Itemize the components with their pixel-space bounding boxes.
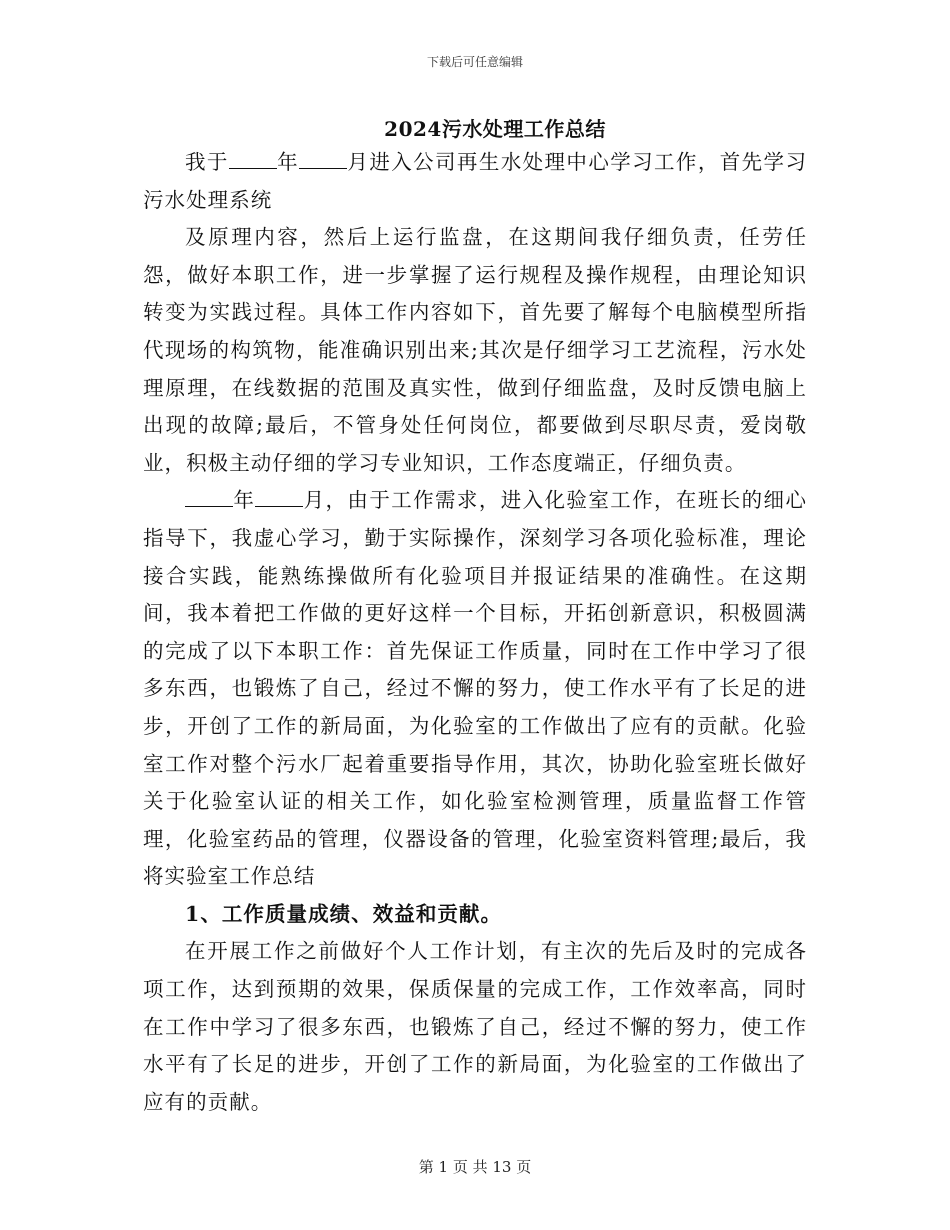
paragraph-1 bbox=[143, 144, 807, 219]
paragraph-2: 及原理内容，然后上运行监盘，在这期间我仔细负责，任劳任怨，做好本职工作，进一步掌握了运行规程及操作规程，由理论知识转变为实践过程。具体工作内容如下，首先要了解每个电脑模型所指代现场的构筑物，能准确识别出来;其次是仔细学习工艺流程，污水处理原理，在线数据的范围及真实性，做到仔细监盘，及时反馈电脑上出现的故障;最后，不管身处任何岗位，都要做到尽职尽责，爱岗敬业，积极主动仔细的学习专业知识，工作态度端正，仔细负责。 bbox=[143, 225, 807, 475]
blank-underline bbox=[185, 488, 233, 507]
p1-text-a: 我于 bbox=[185, 150, 229, 174]
document-body bbox=[143, 144, 807, 1121]
paragraph-4: 在开展工作之前做好个人工作计划，有主次的先后及时的完成各项工作，达到预期的效果，保质保量的完成工作，工作效率高，同时在工作中学习了很多东西，也锻炼了自己，经过不懈的努力，使工作水平有了长足的进步，开创了工作的新局面，为化验室的工作做出了应有的贡献。 bbox=[143, 939, 807, 1114]
p3-text-b: 月，由于工作需求，进入化验室工作，在班长的细心指导下，我虚心学习，勤于实际操作，深刻学习各项化验标准，理论接合实践，能熟练操做所有化验项目并报证结果的准确性。在这期间，我本着把工作做的更好这样一个目标，开拓创新意识，积极圆满的完成了以下本职工作：首先保证工作质量，同时在工作中学习了很多东西，也锻炼了自己，经过不懈的努力，使工作水平有了长足的进步，开创了工作的新局面，为化验室的工作做出了应有的贡献。化验室工作对整个污水厂起着重要指导作用，其次，协助化验室班长做好关于化验室认证的相关工作，如化验室检测管理，质量监督工作管理，化验室药品的管理，仪器设备的管理，化验室资料管理;最后，我将实验室工作总结 bbox=[143, 488, 807, 889]
download-note: 下载后可任意编辑 bbox=[426, 55, 523, 69]
blank-underline bbox=[255, 488, 303, 507]
blank-underline bbox=[229, 150, 277, 169]
document-title: 2024污水处理工作总结 bbox=[384, 117, 606, 141]
p1-text-b: 年 bbox=[276, 150, 300, 174]
page-number: 第 1 页 共 13 页 bbox=[418, 1158, 532, 1176]
section-heading-1: 1、工作质量成绩、效益和贡献。 bbox=[185, 901, 503, 926]
blank-underline bbox=[299, 150, 347, 169]
paragraph-3 bbox=[143, 482, 807, 896]
p1-text-c: 月进入公司再生水处理中心学习工作，首先学习污水处理系统 bbox=[143, 150, 807, 212]
p3-text-a: 年 bbox=[233, 488, 256, 513]
